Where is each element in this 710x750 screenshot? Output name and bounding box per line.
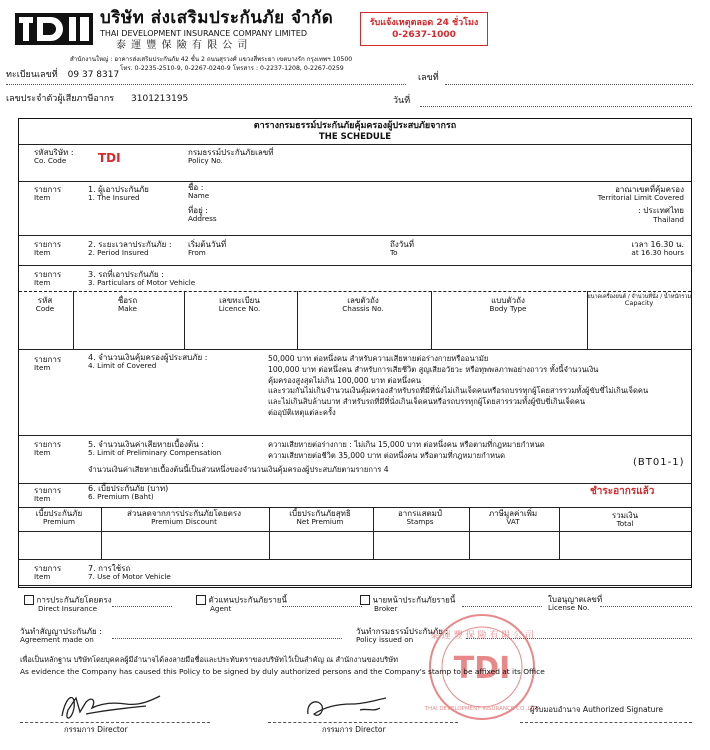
agent-option: ตัวแทนประกันภัยรายนี้ Agent — [196, 595, 287, 613]
col-total: รวมเงิน Total — [611, 511, 639, 529]
company-name-thai: บริษัท ส่งเสริมประกันภัย จำกัด — [100, 8, 334, 28]
col-net-premium: เบี้ยประกันภัยสุทธิ Net Premium — [289, 509, 351, 527]
col-stamps: อากรแสตมป์ Stamps — [397, 509, 443, 527]
registration-value: 09 37 8317 — [67, 70, 120, 80]
direct-insurance-option: การประกันภัยโดยตรง Direct Insurance — [24, 595, 112, 613]
policy-number-label: กรมธรรม์ประกันภัยเลขที่ Policy No. — [188, 148, 274, 166]
director-signature-2 — [300, 690, 400, 726]
hotline-label: รับแจ้งเหตุตลอด 24 ชั่วโมง — [369, 18, 479, 28]
prelim-note: จำนวนเงินค่าเสียหายเบื้องต้นนี้เป็นส่วนหนึ่งของจำนวนเงินคุ้มครองผู้ประสบภัยตามรายการ 4 — [88, 465, 389, 474]
number-label: เลขที่ — [418, 73, 439, 83]
company-name-english: THAI DEVELOPMENT INSURANCE COMPANY LIMITED — [100, 29, 307, 38]
direct-insurance-checkbox[interactable] — [24, 595, 34, 605]
territory-label: อาณาเขตที่คุ้มครอง Territorial Limit Covered : ประเทศไทย Thailand — [540, 185, 684, 224]
insured-label: 1. ผู้เอาประกันภัย 1. The Insured — [88, 185, 149, 203]
period-from-label: เริ่มต้นวันที่ From — [188, 240, 227, 258]
name-label: ชื่อ : Name — [188, 183, 210, 201]
col-body-type: แบบตัวถัง Body Type — [489, 296, 527, 314]
seal-ring-text: THAI DEVELOPMENT INSURANCE CO.,LTD. — [424, 706, 540, 712]
phone-line: โทร. 0-2235-2510-9, 0-2267-0240-9 โทรสาร : 0-2237-1208, 0-2267-0259 — [120, 65, 344, 73]
registration-label: ทะเบียนเลขที่ — [6, 70, 58, 80]
stamp-duty-paid: ชำระอากรแล้ว — [590, 486, 655, 497]
item-label-7: รายการ Item — [34, 564, 62, 582]
broker-option: นายหน้าประกันภัยรายนี้ Broker — [360, 595, 455, 613]
item-label-6: รายการ Item — [34, 486, 62, 504]
use-label: 7. การใช้รถ 7. Use of Motor Vehicle — [88, 564, 171, 582]
premium-label: 6. เบี้ยประกันภัย (บาท) 6. Premium (Baht) — [88, 484, 169, 502]
col-make: ชื่อรถ Make — [117, 296, 138, 314]
agreement-date-label: วันทำสัญญาประกันภัย : Agreement made on — [20, 627, 102, 645]
director-signature-1 — [56, 686, 166, 726]
period-to-label: ถึงวันที่ To — [390, 240, 414, 258]
schedule-title-english: THE SCHEDULE — [318, 132, 392, 142]
col-capacity: ขนาดเครื่องยนต์ / จำนวนที่นั่ง / น้ำหนักรวม Capacity — [586, 294, 692, 308]
item-label-1: รายการ Item — [34, 185, 62, 203]
company-name-chinese: 泰 運 豐 保 險 有 限 公 司 — [116, 40, 249, 51]
authorized-signature-label: ผู้รับมอบอำนาจ Authorized Signature — [530, 705, 664, 714]
hotline-number: 0-2637-1000 — [392, 30, 456, 41]
company-code-label: รหัสบริษัท : Co. Code — [34, 148, 74, 166]
col-discount: ส่วนลดจากการประกันภัยโดยตรง Premium Discount — [126, 509, 242, 527]
item-label-2: รายการ Item — [34, 240, 62, 258]
col-vat: ภาษีมูลค่าเพิ่ม VAT — [488, 509, 538, 527]
director-label-2: กรรมการ Director — [322, 725, 386, 734]
item-label-3: รายการ Item — [34, 270, 62, 288]
seal-chinese-text: 泰 運 豐 保 險 有 限 公 司 — [430, 631, 534, 641]
limit-label: 4. จำนวนเงินคุ้มครองผู้ประสบภัย : 4. Limit of Covered — [88, 353, 208, 371]
limit-details: 50,000 บาท ต่อหนึ่งคน สำหรับความเสียหายต่อร่างกายหรืออนามัย 100,000 บาท ต่อหนึ่งคน สำหรับการเสียชีวิต สูญเสียอวัยวะ หรือทุพพลภาพอย่างถาวร ทั้งนี้จำนวนเงิน คุ้มครองสูงสุดไม่เกิน 100,000 บาท ต่อหนึ่งคน และรวมกันไม่เกินจำนวนเงินคุ้มครองสำหรับรถที่มีที่นั่งไม่เกินเจ็ดคนหรือรถบรรทุกผู้โดยสารรวมทั้งผู้ขับขี่ไม่เกินเจ็ดคน และไม่เกินสิบล้านบาท สำหรับรถที่มีที่นั่งเกินเจ็ดคนหรือรถบรรทุกผู้โดยสารรวมทั้งผู้ขับขี่เกินเจ็ดคน ต่ออุบัติเหตุแต่ละครั้ง — [268, 354, 649, 417]
broker-checkbox[interactable] — [360, 595, 370, 605]
vehicle-label: 3. รถที่เอาประกันภัย : 3. Particulars of Motor Vehicle — [88, 270, 196, 288]
col-premium: เบี้ยประกันภัย Premium — [35, 509, 83, 527]
address-label: ที่อยู่ : Address — [188, 206, 217, 224]
period-label: 2. ระยะเวลาประกันภัย : 2. Period Insured — [88, 240, 172, 258]
form-code: (BT01-1) — [633, 457, 685, 468]
registration-number — [6, 70, 119, 80]
prelim-label: 5. จำนวนเงินค่าเสียหายเบื้องต้น : 5. Limit of Preliminary Compensation — [88, 440, 222, 458]
tax-id-label: เลขประจำตัวผู้เสียภาษีอากร — [6, 94, 115, 104]
col-chassis: เลขตัวถัง Chassis No. — [342, 296, 384, 314]
item-label-4: รายการ Item — [34, 355, 62, 373]
tax-id-value: 3101213195 — [131, 94, 189, 104]
territory-value: : ประเทศไทย — [638, 206, 684, 216]
period-time: เวลา 16.30 น. at 16.30 hours — [631, 240, 684, 258]
schedule-title-thai: ตารางกรมธรรม์ประกันภัยคุ้มครองผู้ประสบภัยจากรถ — [253, 121, 457, 131]
evidence-thai: เพื่อเป็นหลักฐาน บริษัทโดยบุคคลผู้มีอำนาจได้ลงลายมือชื่อและประทับตราของบริษัทไว้เป็นสำคัญ ณ สำนักงานของบริษัท — [20, 655, 398, 664]
prelim-details: ความเสียหายต่อร่างกาย : ไม่เกิน 15,000 บาท ต่อหนึ่งคน หรือตามที่กฎหมายกำหนด ความเสียหายต่อชีวิต 35,000 บาท ต่อหนึ่งคน หรือตามที่กฎหมายกำหนด — [268, 440, 545, 460]
hotline-box — [360, 12, 488, 46]
issued-date-label: วันทำกรมธรรม์ประกันภัย : Policy issued on — [356, 627, 449, 645]
evidence-english: As evidence the Company has caused this Policy to be signed by duly authorized persons and the Company's stamp to be affixed at its Office — [20, 667, 545, 676]
col-licence: เลขทะเบียน Licence No. — [218, 296, 261, 314]
address-line: สำนักงานใหญ่ : อาคารส่งเสริมประกันภัย 42 ชั้น 2 ถนนสุรวงศ์ แขวงสี่พระยา เขตบางรัก กรุงเทพฯ 10500 — [70, 56, 353, 63]
license-number-label: ใบอนุญาตเลขที่ License No. — [548, 595, 603, 613]
seal-logo-text: TDI — [453, 651, 511, 686]
company-code-value: TDI — [98, 151, 121, 165]
tax-id — [6, 94, 188, 104]
col-code: รหัส Code — [35, 296, 55, 314]
item-label-5: รายการ Item — [34, 440, 62, 458]
director-label-1: กรรมการ Director — [64, 725, 128, 734]
agent-checkbox[interactable] — [196, 595, 206, 605]
tdi-logo — [14, 10, 94, 48]
date-label: วันที่ — [393, 96, 411, 106]
